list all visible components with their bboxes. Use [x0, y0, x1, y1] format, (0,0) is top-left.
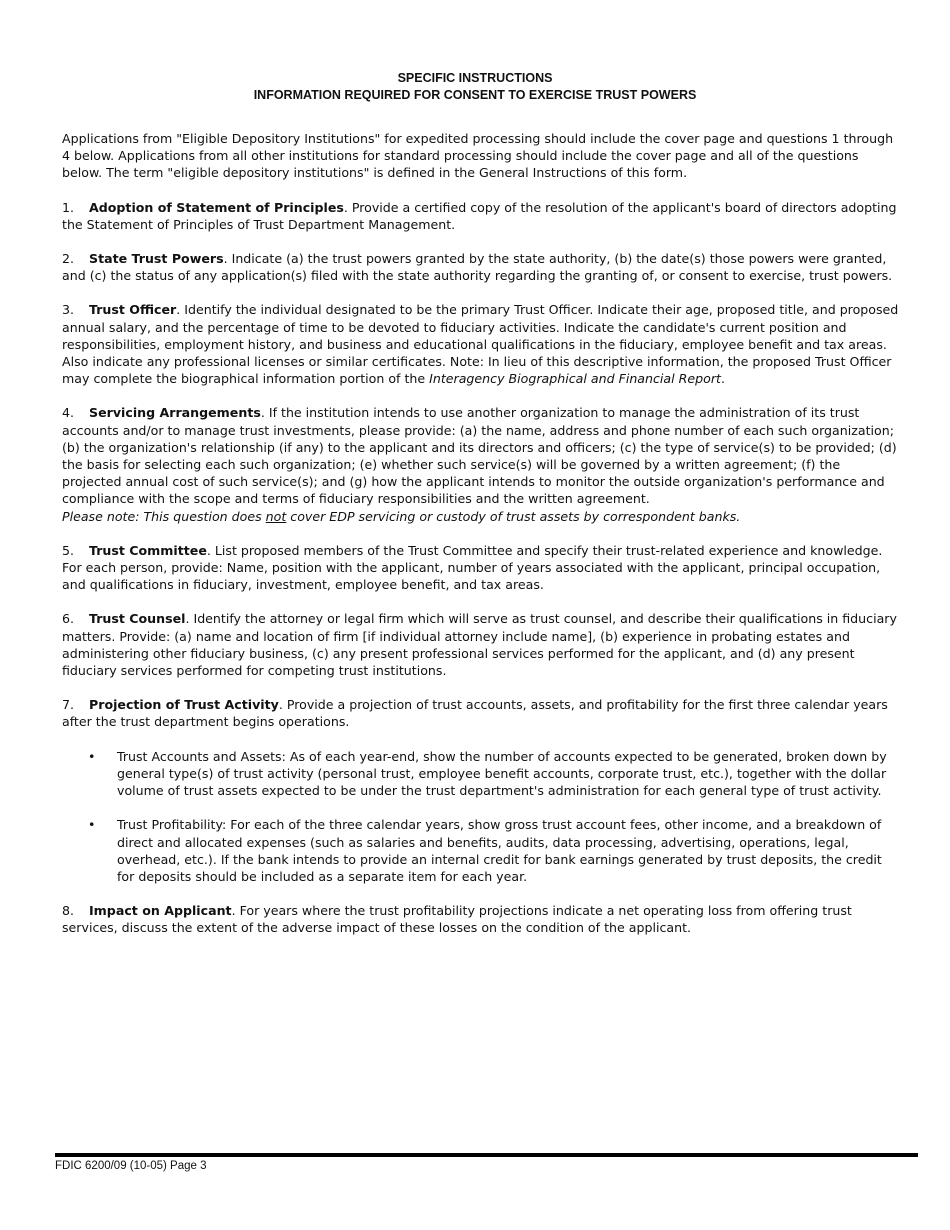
header-subtitle: INFORMATION REQUIRED FOR CONSENT TO EXERCISE TRUST POWERS: [253, 88, 697, 102]
projection-bullets: [62, 748, 900, 885]
footer-divider: [55, 1153, 918, 1157]
list-item: • Trust Profitability: For each of the three calendar years, show gross trust account fees, other income, and a breakdown of direct and allocated expenses (such as salaries and benefits, audits, data processing, advertising, operations, legal, overhead, etc.). If the bank intends to provide an internal credit for bank earnings generated by trust deposits, the credit for deposits should be included as a separate item for each year.: [88, 817, 882, 884]
item-title: Trust Counsel: [89, 611, 186, 627]
bullet-icon: •: [88, 817, 96, 833]
page-header: [0, 70, 950, 104]
item-5: 5. Trust Committee. List proposed members of the Trust Committee and specify their trust-related experience and knowledge. For each person, provide: Name, position with the applicant, number of years associated with the applicant, principal occupation, and qualifications in fiduciary, investment, employee benefit, and tax areas.: [62, 542, 883, 593]
item-1: 1. Adoption of Statement of Principles. Provide a certified copy of the resolution of the applicant's board of directors adopting the Statement of Principles of Trust Department Management.: [62, 199, 897, 232]
item-2: 2. State Trust Powers. Indicate (a) the trust powers granted by the state authority, (b) the date(s) those powers were granted, and (c) the status of any application(s) filed with the state authority regarding the granting of, or consent to exercise, trust powers.: [62, 251, 893, 284]
item-4: 4. Servicing Arrangements. If the institution intends to use another organization to manage the administration of its trust accounts and/or to manage trust investments, please provide: (a) the name, address and phone number of each such organization; (b) the organization's relationship (if any) to the applicant and its directors and officers; (c) the type of service(s) to be provided; (d) the basis for selecting each such organization; (e) whether such service(s) will be governed by a written agreement; (f) the projected annual cost of such service(s); and (g) how the applicant intends to monitor the outside organization's performance and compliance with the scope and terms of fiduciary responsibilities and the written agreement. Please note: This question does not cover EDP servicing or custody of trust assets by correspondent banks.: [62, 405, 897, 524]
item-title: Trust Committee: [89, 542, 207, 558]
item-title: Projection of Trust Activity: [89, 697, 279, 713]
item-title: Adoption of Statement of Principles: [89, 199, 344, 215]
item-3: 3. Trust Officer. Identify the individual designated to be the primary Trust Officer. Indicate their age, proposed title, and proposed annual salary, and the percentage of time to be devoted to fiduciary activities. Indicate the candidate's current position and responsibilities, employment history, and business and educational qualifications in the fiduciary, employee benefit and tax areas. Also indicate any professional licenses or similar certificates. Note: In lieu of this descriptive information, the proposed Trust Officer may complete the biographical information portion of the Interagency Biographical and Financial Report.: [62, 302, 899, 387]
item-6: 6. Trust Counsel. Identify the attorney or legal firm which will serve as trust counsel, and describe their qualifications in fiduciary matters. Provide: (a) name and location of firm [if individual attorney include name], (b) experience in probating estates and administering other fiduciary business, (c) any present professional services performed for the applicant, and (d) any present fiduciary services performed for competing trust institutions.: [62, 611, 897, 679]
item-title: Trust Officer: [89, 302, 177, 318]
header-title: SPECIFIC INSTRUCTIONS: [397, 71, 553, 85]
item-8: 8. Impact on Applicant. For years where the trust profitability projections indicate a net operating loss from offering trust services, discuss the extent of the adverse impact of these losses on the condition of the applicant.: [62, 903, 852, 936]
item-title: Servicing Arrangements: [89, 405, 261, 421]
instructions-body: [62, 130, 900, 954]
item-note: Please note: This question does not cover EDP servicing or custody of trust assets by correspondent banks.: [62, 508, 741, 524]
intro-paragraph: Applications from "Eligible Depository Institutions" for expedited processing should include the cover page and questions 1 through 4 below. Applications from all other institutions for standard processing should include the cover page and all of the questions below. The term "eligible depository institutions" is defined in the General Instructions of this form.: [62, 131, 894, 181]
footer-form-id: FDIC 6200/09 (10-05) Page 3: [55, 1160, 207, 1172]
list-item: • Trust Accounts and Assets: As of each year-end, show the number of accounts expected to be generated, broken down by general type(s) of trust activity (personal trust, employee benefit accounts, corporate trust, etc.), together with the dollar volume of trust assets expected to be under the trust department's administration for each general type of trust activity.: [88, 748, 887, 799]
item-7: 7. Projection of Trust Activity. Provide a projection of trust accounts, assets, and profitability for the first three calendar years after the trust department begins operations.: [62, 697, 888, 730]
item-title: Impact on Applicant: [89, 903, 232, 919]
bullet-icon: •: [88, 748, 96, 764]
item-title: State Trust Powers: [89, 251, 224, 267]
